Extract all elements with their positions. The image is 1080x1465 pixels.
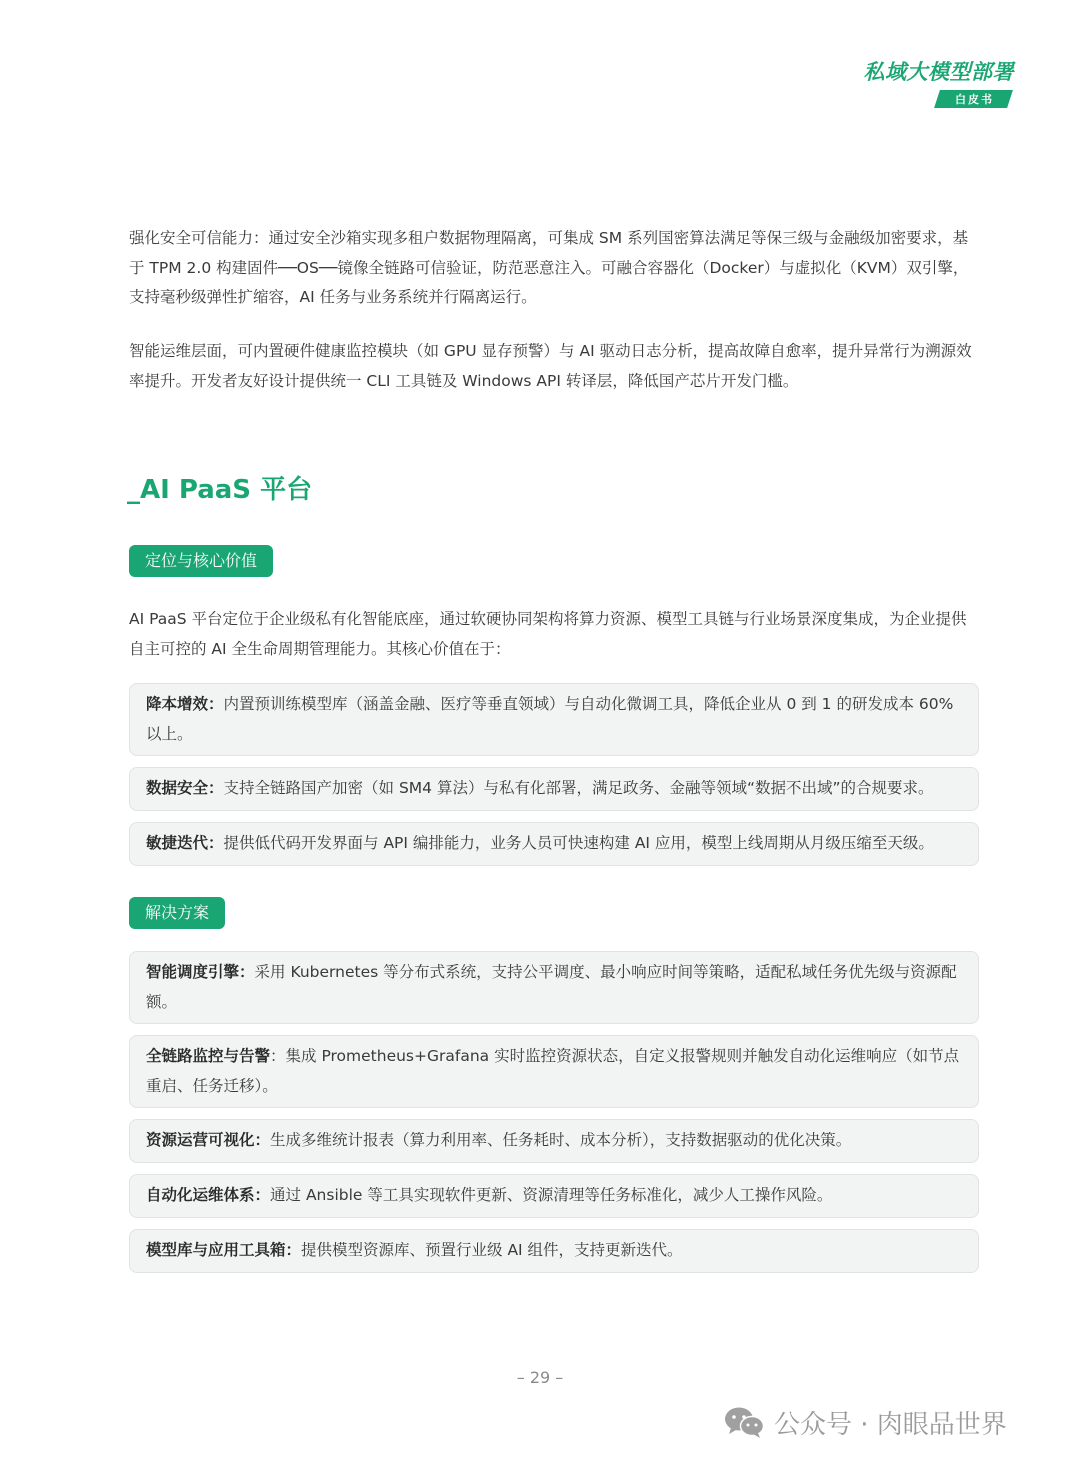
value-item-label: 敏捷迭代： [146, 834, 224, 852]
solution-item-text: 生成多维统计报表（算力利用率、任务耗时、成本分析），支持数据驱动的优化决策。 [270, 1131, 852, 1149]
solution-item [129, 1229, 979, 1273]
value-item-text: 内置预训练模型库（涵盖金融、医疗等垂直领域）与自动化微调工具，降低企业从 0 到 1 的研发成本 60% 以上。 [146, 695, 954, 743]
solution-item-text: 提供模型资源库、预置行业级 AI 组件，支持更新迭代。 [301, 1241, 683, 1259]
logo-title: 私域大模型部署 [863, 60, 1014, 84]
solution-item [129, 951, 979, 1024]
watermark [722, 1402, 1007, 1442]
value-item [129, 767, 979, 811]
positioning-tag: 定位与核心价值 [129, 545, 273, 577]
header-logo [854, 58, 1014, 108]
value-item-label: 降本增效： [146, 695, 224, 713]
solution-item-label: 全链路监控与告警 [146, 1047, 271, 1065]
watermark-text: 公众号 · 肉眼品世界 [774, 1409, 1007, 1440]
wechat-icon [722, 1405, 766, 1439]
positioning-paragraph: AI PaaS 平台定位于企业级私有化智能底座，通过软硬协同架构将算力资源、模型工具链与行业场景深度集成，为企业提供自主可控的 AI 全生命周期管理能力。其核心价值在于： [129, 610, 967, 658]
solution-item-label: 资源运营可视化： [146, 1131, 271, 1149]
solution-item [129, 1119, 979, 1163]
solution-item-label: 自动化运维体系： [146, 1186, 271, 1204]
value-item-text: 提供低代码开发界面与 API 编排能力，业务人员可快速构建 AI 应用，模型上线周期从月级压缩至天级。 [223, 834, 934, 852]
logo-badge-text: 白皮书 [955, 93, 994, 106]
solution-item-text: 采用 Kubernetes 等分布式系统，支持公平调度、最小响应时间等策略，适配私域任务优先级与资源配额。 [146, 963, 957, 1011]
value-item-text: 支持全链路国产加密（如 SM4 算法）与私有化部署，满足政务、金融等领域“数据不出域”的合规要求。 [223, 779, 934, 797]
solution-item-text: ：集成 Prometheus+Grafana 实时监控资源状态，自定义报警规则并触发自动化运维响应（如节点重启、任务迁移）。 [146, 1047, 960, 1095]
section-title: _AI PaaS 平台 [127, 475, 313, 505]
logo-badge [934, 90, 1013, 108]
solution-item-label: 智能调度引擎： [146, 963, 255, 981]
solution-item [129, 1035, 979, 1108]
solutions-tag: 解决方案 [129, 897, 225, 929]
intro-paragraph-1: 强化安全可信能力：通过安全沙箱实现多租户数据物理隔离，可集成 SM 系列国密算法满足等保三级与金融级加密要求，基于 TPM 2.0 构建固件──OS──镜像全链路可信验证，防范恶意注入。可融合容器化（Docker）与虚拟化（KVM）双引擎，支持毫秒级弹性扩缩容，AI 任务与业务系统并行隔离运行。 [129, 229, 969, 306]
solution-item [129, 1174, 979, 1218]
intro-paragraph-2: 智能运维层面，可内置硬件健康监控模块（如 GPU 显存预警）与 AI 驱动日志分析，提高故障自愈率，提升异常行为溯源效率提升。开发者友好设计提供统一 CLI 工具链及 Windows API 转译层，降低国产芯片开发门槛。 [129, 342, 972, 390]
solution-item-text: 通过 Ansible 等工具实现软件更新、资源清理等任务标准化，减少人工操作风险。 [270, 1186, 833, 1204]
value-item [129, 683, 979, 756]
solution-item-label: 模型库与应用工具箱： [146, 1241, 302, 1259]
value-item-label: 数据安全： [146, 779, 224, 797]
page-number: – 29 – [516, 1368, 564, 1387]
value-item [129, 822, 979, 866]
